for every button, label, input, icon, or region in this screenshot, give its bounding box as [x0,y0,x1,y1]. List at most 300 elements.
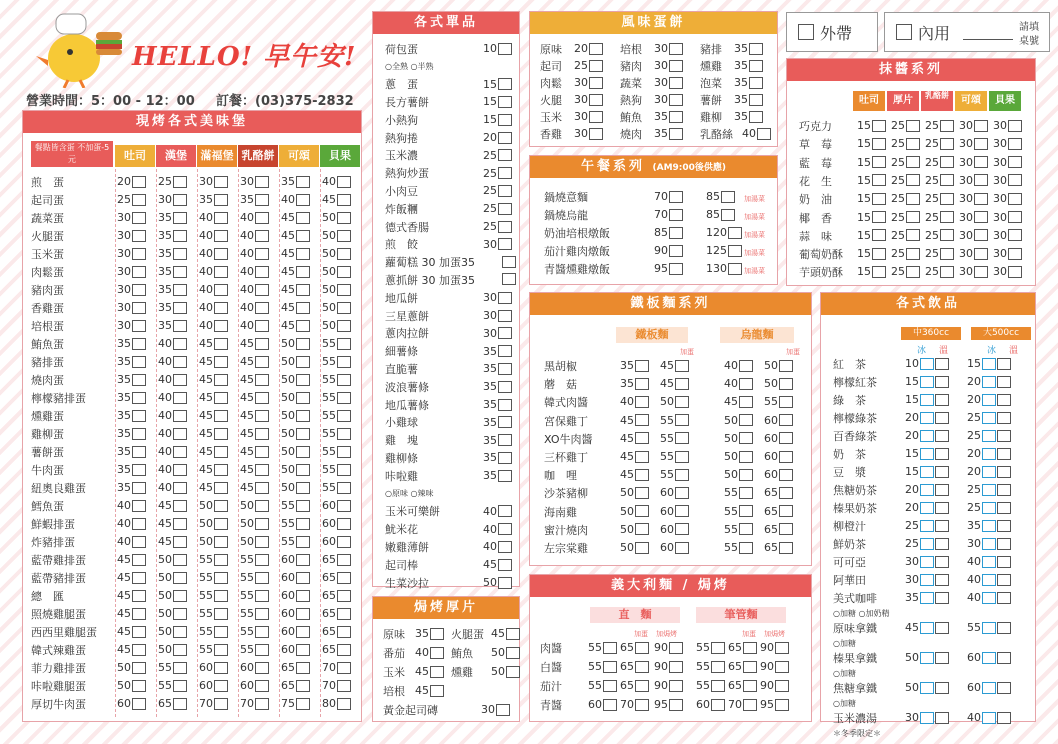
burger-price-4-checkbox[interactable] [255,320,269,332]
udon-price-egg-checkbox[interactable] [779,432,793,444]
burger-price-3-checkbox[interactable] [214,518,228,530]
spread-price-1-checkbox[interactable] [872,174,886,186]
drinks-m-hot-checkbox[interactable] [935,538,949,550]
drinks-m-ice-checkbox[interactable] [920,412,934,424]
dinein-option[interactable] [884,12,1050,52]
drinks-l-ice-checkbox[interactable] [982,682,996,694]
burger-price-5-checkbox[interactable] [296,392,310,404]
lunch-price-checkbox[interactable] [669,263,683,275]
spread-price-3-checkbox[interactable] [940,266,954,278]
drinks-l-ice-checkbox[interactable] [982,430,996,442]
burger-price-4-checkbox[interactable] [255,410,269,422]
udon-price-egg-checkbox[interactable] [779,542,793,554]
spread-price-3-checkbox[interactable] [940,156,954,168]
single-price-checkbox[interactable] [498,149,512,161]
burger-price-1-checkbox[interactable] [132,644,146,656]
table-number-field[interactable] [963,39,1013,40]
burger-price-1-checkbox[interactable] [132,374,146,386]
spread-price-4-checkbox[interactable] [974,248,988,260]
burger-price-2-checkbox[interactable] [173,356,187,368]
drinks-l-hot-checkbox[interactable] [997,376,1011,388]
burger-price-4-checkbox[interactable] [255,626,269,638]
udon-price-checkbox[interactable] [739,360,753,372]
drinks-l-hot-checkbox[interactable] [997,448,1011,460]
teppan-price-checkbox[interactable] [635,505,649,517]
burger-price-3-checkbox[interactable] [214,464,228,476]
burger-price-1-checkbox[interactable] [132,194,146,206]
udon-price-checkbox[interactable] [739,523,753,535]
spread-price-3-checkbox[interactable] [940,174,954,186]
burger-price-1-checkbox[interactable] [132,320,146,332]
burger-price-3-checkbox[interactable] [214,356,228,368]
burger-price-6-checkbox[interactable] [337,356,351,368]
pancake-price-checkbox[interactable] [669,111,683,123]
drinks-l-ice-checkbox[interactable] [982,358,996,370]
burger-price-6-checkbox[interactable] [337,212,351,224]
drinks-l-hot-checkbox[interactable] [997,712,1011,724]
burger-price-3-checkbox[interactable] [214,644,228,656]
burger-price-4-checkbox[interactable] [255,356,269,368]
teppan-price-egg-checkbox[interactable] [675,505,689,517]
burger-price-5-checkbox[interactable] [296,446,310,458]
pasta-price-2-checkbox[interactable] [635,699,649,711]
lunch-price-checkbox[interactable] [669,245,683,257]
burger-price-5-checkbox[interactable] [296,356,310,368]
burger-price-4-checkbox[interactable] [255,230,269,242]
spread-price-3-checkbox[interactable] [940,211,954,223]
burger-price-2-checkbox[interactable] [173,482,187,494]
burger-price-3-checkbox[interactable] [214,698,228,710]
drinks-m-hot-checkbox[interactable] [935,652,949,664]
burger-price-3-checkbox[interactable] [214,608,228,620]
drinks-l-hot-checkbox[interactable] [997,430,1011,442]
burger-price-1-checkbox[interactable] [132,626,146,638]
burger-price-6-checkbox[interactable] [337,374,351,386]
drinks-m-hot-checkbox[interactable] [935,394,949,406]
drinks-l-hot-checkbox[interactable] [997,574,1011,586]
burger-price-6-checkbox[interactable] [337,230,351,242]
pancake-price-checkbox[interactable] [669,94,683,106]
burger-price-6-checkbox[interactable] [337,320,351,332]
pasta-price-5-checkbox[interactable] [743,661,757,673]
drinks-l-hot-checkbox[interactable] [997,682,1011,694]
single-price-checkbox[interactable] [498,523,512,535]
pasta-price-3-checkbox[interactable] [669,642,683,654]
drinks-m-hot-checkbox[interactable] [935,556,949,568]
burger-price-3-checkbox[interactable] [214,590,228,602]
teppan-price-checkbox[interactable] [635,414,649,426]
pasta-price-6-checkbox[interactable] [775,680,789,692]
drinks-l-hot-checkbox[interactable] [997,358,1011,370]
burger-price-4-checkbox[interactable] [255,482,269,494]
pancake-price-checkbox[interactable] [589,94,603,106]
burger-price-4-checkbox[interactable] [255,302,269,314]
burger-price-6-checkbox[interactable] [337,338,351,350]
drinks-m-ice-checkbox[interactable] [920,502,934,514]
drinks-m-ice-checkbox[interactable] [920,574,934,586]
pasta-price-2-checkbox[interactable] [635,680,649,692]
burger-price-2-checkbox[interactable] [173,284,187,296]
burger-price-1-checkbox[interactable] [132,338,146,350]
spread-price-5-checkbox[interactable] [1008,266,1022,278]
burger-price-1-checkbox[interactable] [132,212,146,224]
pasta-price-5-checkbox[interactable] [743,699,757,711]
pasta-price-1-checkbox[interactable] [603,642,617,654]
burger-price-2-checkbox[interactable] [173,194,187,206]
burger-price-1-checkbox[interactable] [132,572,146,584]
burger-price-3-checkbox[interactable] [214,212,228,224]
teppan-price-egg-checkbox[interactable] [675,360,689,372]
teppan-price-egg-checkbox[interactable] [675,542,689,554]
teppan-price-egg-checkbox[interactable] [675,487,689,499]
burger-price-6-checkbox[interactable] [337,644,351,656]
single-price-checkbox[interactable] [498,416,512,428]
drinks-m-hot-checkbox[interactable] [935,520,949,532]
burger-price-1-checkbox[interactable] [132,554,146,566]
burger-price-6-checkbox[interactable] [337,536,351,548]
burger-price-2-checkbox[interactable] [173,410,187,422]
pasta-price-3-checkbox[interactable] [669,699,683,711]
burger-price-5-checkbox[interactable] [296,662,310,674]
spread-price-5-checkbox[interactable] [1008,120,1022,132]
burger-price-6-checkbox[interactable] [337,626,351,638]
single-price-checkbox[interactable] [498,577,512,589]
drinks-m-hot-checkbox[interactable] [935,502,949,514]
single-price-checkbox[interactable] [498,505,512,517]
drinks-m-ice-checkbox[interactable] [920,358,934,370]
burger-price-6-checkbox[interactable] [337,392,351,404]
drinks-l-ice-checkbox[interactable] [982,448,996,460]
burger-price-6-checkbox[interactable] [337,572,351,584]
teppan-price-egg-checkbox[interactable] [675,523,689,535]
single-price-checkbox[interactable] [498,399,512,411]
pasta-price-4-checkbox[interactable] [711,699,725,711]
lunch-price-add-checkbox[interactable] [728,227,742,239]
udon-price-checkbox[interactable] [739,378,753,390]
drinks-l-ice-checkbox[interactable] [982,538,996,550]
pancake-price-checkbox[interactable] [589,128,603,140]
spread-price-4-checkbox[interactable] [974,120,988,132]
udon-price-checkbox[interactable] [739,487,753,499]
single-checkbox[interactable] [502,256,516,268]
drinks-m-hot-checkbox[interactable] [935,376,949,388]
udon-price-checkbox[interactable] [739,396,753,408]
burger-price-3-checkbox[interactable] [214,284,228,296]
drinks-m-hot-checkbox[interactable] [935,712,949,724]
burger-price-2-checkbox[interactable] [173,320,187,332]
burger-price-6-checkbox[interactable] [337,482,351,494]
single-price-checkbox[interactable] [498,221,512,233]
drinks-l-ice-checkbox[interactable] [982,466,996,478]
spread-price-4-checkbox[interactable] [974,211,988,223]
pasta-price-1-checkbox[interactable] [603,661,617,673]
spread-price-5-checkbox[interactable] [1008,193,1022,205]
drinks-l-hot-checkbox[interactable] [997,484,1011,496]
burger-price-2-checkbox[interactable] [173,212,187,224]
burger-price-5-checkbox[interactable] [296,302,310,314]
pasta-price-2-checkbox[interactable] [635,661,649,673]
spread-price-3-checkbox[interactable] [940,248,954,260]
burger-price-2-checkbox[interactable] [173,572,187,584]
single-price-checkbox[interactable] [498,559,512,571]
drinks-l-hot-checkbox[interactable] [997,466,1011,478]
spread-price-1-checkbox[interactable] [872,266,886,278]
burger-price-5-checkbox[interactable] [296,572,310,584]
burger-price-6-checkbox[interactable] [337,176,351,188]
burger-price-4-checkbox[interactable] [255,374,269,386]
lunch-price-add-checkbox[interactable] [728,263,742,275]
burger-price-2-checkbox[interactable] [173,644,187,656]
pancake-price-checkbox[interactable] [669,43,683,55]
burger-price-3-checkbox[interactable] [214,320,228,332]
burger-price-5-checkbox[interactable] [296,230,310,242]
pasta-price-5-checkbox[interactable] [743,642,757,654]
burger-price-2-checkbox[interactable] [173,374,187,386]
burger-price-3-checkbox[interactable] [214,626,228,638]
teppan-price-egg-checkbox[interactable] [675,451,689,463]
burger-price-3-checkbox[interactable] [214,302,228,314]
single-price-checkbox[interactable] [498,132,512,144]
teppan-price-checkbox[interactable] [635,451,649,463]
burger-price-6-checkbox[interactable] [337,464,351,476]
drinks-m-hot-checkbox[interactable] [935,484,949,496]
pancake-price-checkbox[interactable] [749,111,763,123]
burger-price-2-checkbox[interactable] [173,518,187,530]
burger-price-2-checkbox[interactable] [173,464,187,476]
udon-price-egg-checkbox[interactable] [779,469,793,481]
udon-price-egg-checkbox[interactable] [779,396,793,408]
pasta-price-4-checkbox[interactable] [711,642,725,654]
udon-price-checkbox[interactable] [739,542,753,554]
burger-price-5-checkbox[interactable] [296,176,310,188]
burger-price-2-checkbox[interactable] [173,428,187,440]
teppan-price-checkbox[interactable] [635,542,649,554]
pancake-price-checkbox[interactable] [749,43,763,55]
burger-price-4-checkbox[interactable] [255,680,269,692]
single-price-checkbox[interactable] [498,96,512,108]
udon-price-checkbox[interactable] [739,432,753,444]
burger-price-4-checkbox[interactable] [255,662,269,674]
burger-price-3-checkbox[interactable] [214,392,228,404]
single-price-checkbox[interactable] [498,185,512,197]
teppan-price-checkbox[interactable] [635,487,649,499]
udon-price-egg-checkbox[interactable] [779,505,793,517]
spread-price-4-checkbox[interactable] [974,174,988,186]
spread-price-5-checkbox[interactable] [1008,211,1022,223]
teppan-price-checkbox[interactable] [635,469,649,481]
teppan-price-egg-checkbox[interactable] [675,378,689,390]
single-price-checkbox[interactable] [498,78,512,90]
lunch-price-checkbox[interactable] [669,191,683,203]
burger-price-3-checkbox[interactable] [214,428,228,440]
burger-price-1-checkbox[interactable] [132,284,146,296]
drinks-m-ice-checkbox[interactable] [920,622,934,634]
single-price-checkbox[interactable] [498,470,512,482]
drinks-m-ice-checkbox[interactable] [920,484,934,496]
burger-price-3-checkbox[interactable] [214,482,228,494]
teppan-price-egg-checkbox[interactable] [675,432,689,444]
toast-price-checkbox[interactable] [430,628,444,640]
burger-price-5-checkbox[interactable] [296,626,310,638]
spread-price-2-checkbox[interactable] [906,248,920,260]
burger-price-6-checkbox[interactable] [337,680,351,692]
burger-price-6-checkbox[interactable] [337,284,351,296]
burger-price-6-checkbox[interactable] [337,662,351,674]
spread-price-1-checkbox[interactable] [872,156,886,168]
burger-price-5-checkbox[interactable] [296,608,310,620]
burger-price-5-checkbox[interactable] [296,266,310,278]
burger-price-4-checkbox[interactable] [255,266,269,278]
udon-price-egg-checkbox[interactable] [779,451,793,463]
spread-price-2-checkbox[interactable] [906,174,920,186]
spread-price-5-checkbox[interactable] [1008,156,1022,168]
burger-price-2-checkbox[interactable] [173,500,187,512]
burger-price-3-checkbox[interactable] [214,266,228,278]
burger-price-1-checkbox[interactable] [132,464,146,476]
spread-price-1-checkbox[interactable] [872,229,886,241]
udon-price-egg-checkbox[interactable] [779,523,793,535]
burger-price-1-checkbox[interactable] [132,410,146,422]
spread-price-5-checkbox[interactable] [1008,229,1022,241]
burger-price-4-checkbox[interactable] [255,212,269,224]
drinks-l-ice-checkbox[interactable] [982,394,996,406]
pasta-price-6-checkbox[interactable] [775,699,789,711]
pasta-price-4-checkbox[interactable] [711,680,725,692]
burger-price-6-checkbox[interactable] [337,698,351,710]
single-price-checkbox[interactable] [498,363,512,375]
pasta-price-3-checkbox[interactable] [669,661,683,673]
burger-price-2-checkbox[interactable] [173,338,187,350]
burger-price-2-checkbox[interactable] [173,608,187,620]
single-price-checkbox[interactable] [498,238,512,250]
spread-price-2-checkbox[interactable] [906,138,920,150]
drinks-l-hot-checkbox[interactable] [997,592,1011,604]
single-price-checkbox[interactable] [498,114,512,126]
toast-price2-checkbox[interactable] [506,647,520,659]
drinks-m-ice-checkbox[interactable] [920,592,934,604]
burger-price-4-checkbox[interactable] [255,698,269,710]
toast-price-checkbox[interactable] [430,647,444,659]
udon-price-checkbox[interactable] [739,414,753,426]
burger-price-2-checkbox[interactable] [173,392,187,404]
burger-price-6-checkbox[interactable] [337,518,351,530]
drinks-m-ice-checkbox[interactable] [920,430,934,442]
burger-price-2-checkbox[interactable] [173,266,187,278]
spread-price-1-checkbox[interactable] [872,138,886,150]
pancake-price-checkbox[interactable] [589,111,603,123]
drinks-l-hot-checkbox[interactable] [997,622,1011,634]
burger-price-4-checkbox[interactable] [255,590,269,602]
burger-price-1-checkbox[interactable] [132,356,146,368]
burger-price-4-checkbox[interactable] [255,284,269,296]
burger-price-5-checkbox[interactable] [296,518,310,530]
burger-price-2-checkbox[interactable] [173,176,187,188]
drinks-m-hot-checkbox[interactable] [935,358,949,370]
single-price-checkbox[interactable] [498,434,512,446]
burger-price-5-checkbox[interactable] [296,320,310,332]
burger-price-4-checkbox[interactable] [255,464,269,476]
burger-price-2-checkbox[interactable] [173,698,187,710]
drinks-m-ice-checkbox[interactable] [920,394,934,406]
udon-price-egg-checkbox[interactable] [779,487,793,499]
pancake-price-checkbox[interactable] [589,60,603,72]
dinein-checkbox[interactable] [896,24,912,40]
burger-price-2-checkbox[interactable] [173,248,187,260]
burger-price-6-checkbox[interactable] [337,608,351,620]
takeout-checkbox[interactable] [798,24,814,40]
drinks-m-hot-checkbox[interactable] [935,430,949,442]
burger-price-6-checkbox[interactable] [337,554,351,566]
lunch-price-add-checkbox[interactable] [721,209,735,221]
pancake-price-checkbox[interactable] [669,77,683,89]
burger-price-5-checkbox[interactable] [296,590,310,602]
burger-price-5-checkbox[interactable] [296,698,310,710]
single-price-checkbox[interactable] [498,310,512,322]
drinks-m-hot-checkbox[interactable] [935,412,949,424]
burger-price-4-checkbox[interactable] [255,446,269,458]
drinks-m-ice-checkbox[interactable] [920,712,934,724]
lunch-price-add-checkbox[interactable] [728,245,742,257]
spread-price-2-checkbox[interactable] [906,156,920,168]
burger-price-6-checkbox[interactable] [337,248,351,260]
spread-price-3-checkbox[interactable] [940,138,954,150]
burger-price-1-checkbox[interactable] [132,500,146,512]
burger-price-3-checkbox[interactable] [214,572,228,584]
pancake-price-checkbox[interactable] [589,77,603,89]
spread-price-2-checkbox[interactable] [906,193,920,205]
spread-price-2-checkbox[interactable] [906,120,920,132]
burger-price-2-checkbox[interactable] [173,536,187,548]
burger-price-1-checkbox[interactable] [132,590,146,602]
drinks-m-hot-checkbox[interactable] [935,466,949,478]
drinks-l-ice-checkbox[interactable] [982,712,996,724]
drinks-l-ice-checkbox[interactable] [982,556,996,568]
burger-price-1-checkbox[interactable] [132,698,146,710]
burger-price-3-checkbox[interactable] [214,194,228,206]
burger-price-4-checkbox[interactable] [255,608,269,620]
udon-price-checkbox[interactable] [739,469,753,481]
spread-price-3-checkbox[interactable] [940,120,954,132]
single-price-checkbox[interactable] [498,203,512,215]
toast-price2-checkbox[interactable] [506,628,520,640]
spread-price-4-checkbox[interactable] [974,266,988,278]
burger-price-4-checkbox[interactable] [255,644,269,656]
drinks-m-hot-checkbox[interactable] [935,622,949,634]
burger-price-6-checkbox[interactable] [337,500,351,512]
toast-price2-checkbox[interactable] [496,704,510,716]
burger-price-4-checkbox[interactable] [255,428,269,440]
lunch-price-checkbox[interactable] [669,227,683,239]
udon-price-egg-checkbox[interactable] [779,378,793,390]
burger-price-3-checkbox[interactable] [214,176,228,188]
spread-price-3-checkbox[interactable] [940,193,954,205]
toast-price2-checkbox[interactable] [506,666,520,678]
single-price-checkbox[interactable] [498,167,512,179]
burger-price-1-checkbox[interactable] [132,230,146,242]
spread-price-2-checkbox[interactable] [906,229,920,241]
burger-price-1-checkbox[interactable] [132,482,146,494]
pancake-price-checkbox[interactable] [589,43,603,55]
spread-price-1-checkbox[interactable] [872,120,886,132]
drinks-l-ice-checkbox[interactable] [982,412,996,424]
pancake-price-checkbox[interactable] [749,60,763,72]
burger-price-3-checkbox[interactable] [214,248,228,260]
udon-price-egg-checkbox[interactable] [779,414,793,426]
drinks-l-hot-checkbox[interactable] [997,538,1011,550]
drinks-m-hot-checkbox[interactable] [935,592,949,604]
spread-price-5-checkbox[interactable] [1008,138,1022,150]
spread-price-1-checkbox[interactable] [872,193,886,205]
